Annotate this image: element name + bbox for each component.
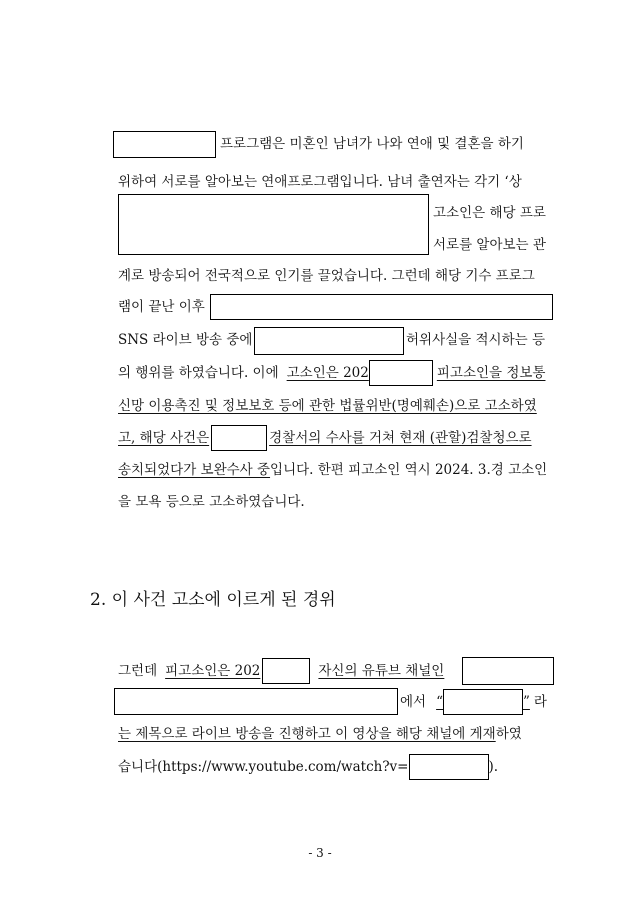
paragraph-line: [118, 297, 205, 317]
paragraph-line: [118, 428, 548, 448]
paragraph-line: [118, 330, 253, 350]
redaction-box: [409, 754, 489, 780]
text: 입니다. 한편 피고소인 역시 2024. 3.경 고소인: [270, 462, 548, 478]
underlined-text: 자신의 유튜브 채널인: [318, 663, 445, 679]
underlined-text: 신망 이용촉진 및 정보보호 등에 관한 법률위반(명예훼손)으로 고소하였: [118, 398, 537, 414]
text: 의 행위를 하였습니다. 이에: [118, 365, 279, 381]
redaction-box: [113, 131, 216, 158]
redaction-box: [211, 425, 267, 451]
paragraph-line: [220, 134, 548, 154]
redaction-box: [262, 658, 310, 684]
paragraph-line: [433, 235, 548, 255]
redaction-box: [462, 657, 554, 685]
underlined-text: 피고소인은 202: [165, 663, 261, 679]
paragraph-line: [118, 492, 548, 512]
text: 하였: [495, 726, 522, 742]
page-number: - 3 -: [308, 846, 332, 860]
text: 계로 방송되어 전국적으로 인기를 끌었습니다. 그런데 해당 기수 프로그: [118, 268, 535, 284]
underlined-text: 고, 해당 사건은: [118, 430, 210, 446]
redaction-box: [210, 294, 553, 320]
text: 프로그램은 미혼인 남녀가 나와 연애 및 결혼을 하기: [220, 136, 524, 152]
paragraph-line: [400, 692, 548, 712]
underlined-text: 고소인은 202: [286, 365, 369, 381]
paragraph-line: [118, 266, 548, 286]
link-text: 습니다(https://www.youtube.com/watch?v=: [118, 759, 409, 775]
underlined-text: 경찰서의 수사를 거쳐 현재 (관할)검찰청으로: [269, 430, 532, 446]
underlined-text: ”: [523, 694, 530, 710]
paragraph-line: [433, 203, 548, 223]
text: 위하여 서로를 알아보는 연애프로그램입니다. 남녀 출연자는 각기 ‘상: [118, 174, 522, 190]
redaction-box: [254, 327, 404, 355]
paragraph-line: [118, 396, 548, 416]
text: 라: [533, 694, 547, 710]
redaction-box: [118, 194, 429, 255]
text: 서로를 알아보는 관: [433, 237, 546, 253]
paragraph-line: [118, 363, 548, 383]
text: 허위사실을 적시하는 등: [406, 332, 545, 348]
paragraph-line: [118, 460, 548, 480]
redaction-box: [114, 688, 398, 715]
text: 을 모욕 등으로 고소하였습니다.: [118, 494, 305, 510]
text: ).: [488, 759, 499, 775]
underlined-text: 는 제목으로 라이브 방송을 진행하고 이 영상을 해당 채널에 게재: [118, 726, 496, 742]
text: SNS 라이브 방송 중에: [118, 332, 253, 348]
text: 그런데: [118, 663, 158, 679]
underlined-text: 피고소인을 정보통: [436, 365, 546, 381]
section-heading: 2. 이 사건 고소에 이르게 된 경위: [90, 590, 336, 610]
redaction-box: [443, 689, 523, 715]
text: 램이 끝난 이후: [118, 299, 205, 315]
text: 에서: [400, 694, 427, 710]
paragraph-line: [118, 172, 548, 192]
underlined-text: “: [436, 694, 443, 710]
text: 고소인은 해당 프로: [433, 205, 546, 221]
paragraph-line: [118, 724, 548, 744]
paragraph-line: [406, 330, 548, 350]
redaction-box: [369, 360, 433, 386]
underlined-text: 송치되었다가 보완수사 중: [118, 462, 271, 478]
paragraph-line: [118, 757, 548, 777]
